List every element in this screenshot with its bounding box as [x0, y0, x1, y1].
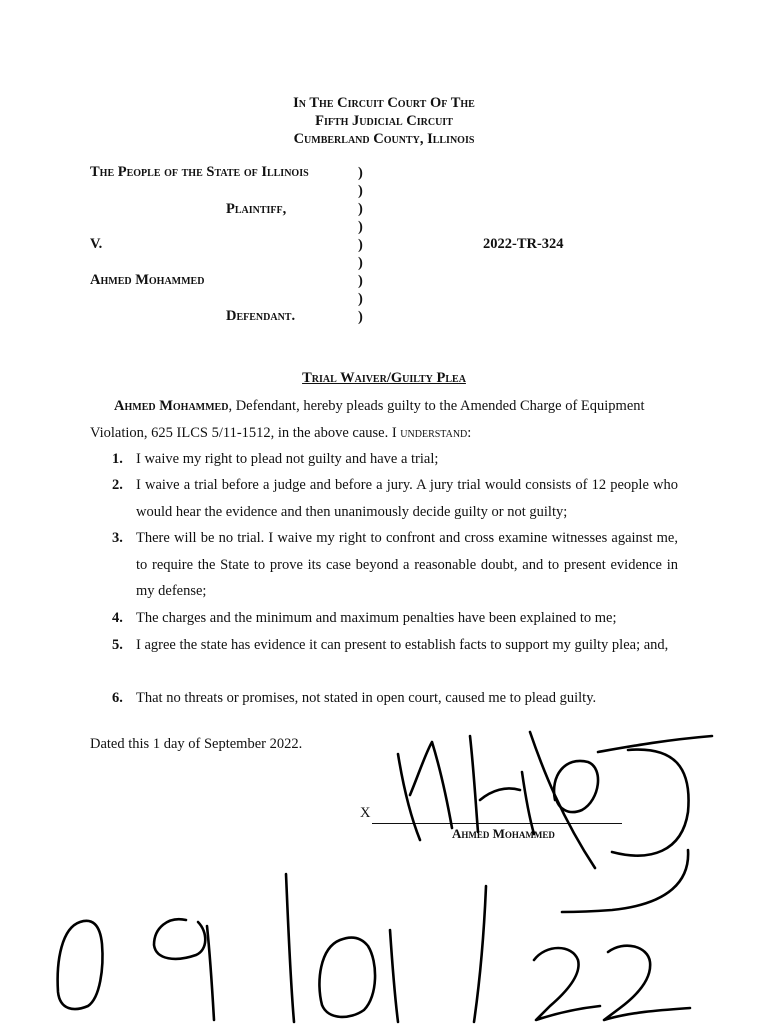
list-item-text: That no threats or promises, not stated in open court, caused me to plead guilty.	[136, 690, 597, 706]
defendant-name: Ahmed Mohammed	[90, 272, 205, 288]
list-item-text: I waive a trial before a judge and before a jury. A jury trial would consists of 12 people who would hear the evidence and then unanimously decide guilty or not guilty;	[136, 477, 678, 520]
dated-line: Dated this 1 day of September 2022.	[90, 736, 303, 752]
plaintiff-label: Plaintiff,	[226, 201, 287, 217]
list-item-number: 4.	[112, 610, 123, 626]
list-item-number: 5.	[112, 637, 123, 653]
caption-paren: )	[358, 183, 363, 199]
caption-paren: )	[358, 165, 363, 181]
caption-paren: )	[358, 237, 363, 253]
caption-paren: )	[358, 291, 363, 307]
signature-name: Ahmed Mohammed	[452, 826, 555, 841]
list-item-text: There will be no trial. I waive my right to confront and cross examine witnesses against me, to require the State to prove its case beyond a reasonable doubt, and to present evidence in my defense;	[136, 530, 678, 599]
caption-paren: )	[358, 219, 363, 235]
list-item-number: 2.	[112, 477, 123, 493]
intro-text-2: Violation, 625 ILCS 5/11-1512, in the above cause. I	[90, 425, 401, 441]
list-item-number: 3.	[112, 530, 123, 546]
court-line-2: Fifth Judicial Circuit	[315, 113, 453, 129]
intro-text-1: , Defendant, hereby pleads guilty to the Amended Charge of Equipment	[228, 398, 645, 414]
case-number: 2022-TR-324	[483, 236, 564, 252]
signature-x-mark: X	[360, 805, 371, 821]
caption-paren: )	[358, 309, 363, 325]
caption-paren: )	[358, 201, 363, 217]
document-title: Trial Waiver/Guilty Plea	[302, 370, 466, 386]
defendant-label: Defendant.	[226, 308, 296, 324]
versus-label: V.	[90, 236, 103, 252]
court-line-3: Cumberland County, Illinois	[293, 131, 475, 147]
list-item-text: I waive my right to plead not guilty and have a trial;	[136, 451, 439, 467]
list-item-number: 6.	[112, 690, 123, 706]
intro-understand: understand:	[400, 425, 472, 441]
list-item-text: I agree the state has evidence it can present to establish facts to support my guilty plea; and,	[136, 637, 669, 653]
caption-paren: )	[358, 255, 363, 271]
list-item-number: 1.	[112, 451, 123, 467]
caption-paren: )	[358, 273, 363, 289]
plaintiff-name: The People of the State of Illinois	[90, 164, 309, 180]
list-item-text: The charges and the minimum and maximum penalties have been explained to me;	[136, 610, 617, 626]
court-line-1: In The Circuit Court Of The	[293, 95, 475, 111]
intro-defendant-name: Ahmed Mohammed	[114, 398, 229, 414]
